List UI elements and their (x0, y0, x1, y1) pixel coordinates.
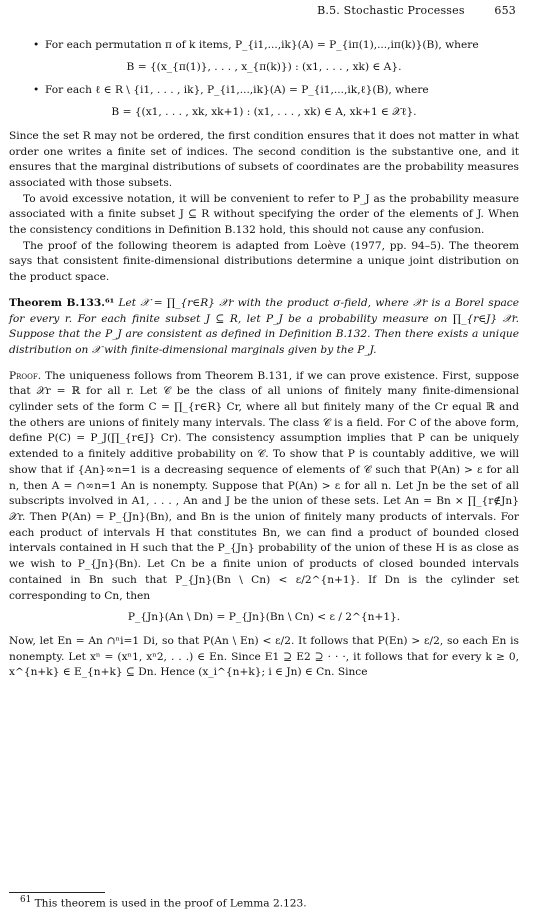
page-number: 653 (494, 4, 516, 17)
bullet-2 (9, 83, 519, 99)
running-header (0, 4, 516, 17)
proof-text-2: Now, let En = An ∩ⁿi=1 Di, so that P(An \ En) < ε/2. It follows that P(En) > ε/2, so each En is nonempty. Let xⁿ = (xⁿ1, xⁿ2, . . .) ∈ En. Since E1 ⊇ E2 ⊇ · · ·, it follows that for every k ≥ 0, x^{n+k} ∈ E_{n+k} ⊆ Dn. Hence (x_i^{n+k}; i ∈ Jn) ∈ Cn. Since (9, 634, 519, 679)
bullet-1-display-equation: B = {(x_{π(1)}, . . . , x_{π(k)}) : (x1, . . . , xk) ∈ A}. (126, 60, 402, 73)
proof-block (9, 369, 519, 605)
section-title: B.5. Stochastic Processes (317, 4, 465, 17)
page-body (9, 38, 519, 681)
bullet-1 (9, 38, 519, 54)
bullet-icon: • (33, 39, 40, 51)
paragraph-3: The proof of the following theorem is adapted from Loève (1977, pp. 94–5). The theorem says that consistent finite-dimensional distributions determine a unique joint distribution on the product space. (9, 239, 519, 284)
footnote-marker: 61 (20, 895, 32, 905)
footnote-text: This theorem is used in the proof of Lemma 2.123. (34, 897, 307, 910)
proof-text-1: The uniqueness follows from Theorem B.131, if we can prove existence. First, suppose that 𝒳r = ℝ for all r. Let 𝒞 be the class of all unions of finitely many finite-dimensional cylinder sets of the form C = ∏_{r∈R} Cr, where all but finitely many of the Cr equal ℝ and the others are unions of finitely many intervals. The class 𝒞 is a field. For C of the above form, define P(C) = P_J(∏_{r∈J} Cr). The consistency assumption implies that P can be uniquely extended to a finitely additive probability on 𝒞. To show that P is countably additive, we will show that if {An}∞n=1 is a decreasing sequence of elements of 𝒞 such that P(An) > ε for all n, then A = ∩∞n=1 An is nonempty. Suppose that P(An) > ε for all n. Let Jn be the set of all subscripts involved in A1, . . . , An and J be the union of these sets. Let An = Bn × ∏_{r∉Jn} 𝒳r. Then P(An) = P_{Jn}(Bn), and Bn is the union of finitely many products of intervals. For each product of intervals H that constitutes Bn, we can find a product of bounded closed intervals contained in H such that the P_{Jn} probability of the union of these H is as close as we wish to P_{Jn}(Bn). Let Cn be a finite union of products of closed bounded intervals contained in Bn such that P_{Jn}(Bn \ Cn) < ε/2^{n+1}. If Dn is the cylinder set corresponding to Cn, then (9, 369, 519, 602)
theorem-statement: Let 𝒳 = ∏_{r∈R} 𝒳r with the product σ-field, where 𝒳r is a Borel space for every r. For each finite subset J ⊆ R, let P_J be a probability measure on ∏_{r∈J} 𝒳r. Suppose that the P_J are consistent as defined in Definition B.132. Then there exists a unique distribution on 𝒳 with finite-dimensional marginals given by the P_J. (9, 296, 519, 356)
paragraph-1: Since the set R may not be ordered, the first condition ensures that it does not matter in what order one writes a finite set of indices. The second condition is the substantive one, and it ensures that the marginal distributions of subsets of coordinates are the probability measures associated with those subsets. (9, 129, 519, 189)
footnote-rule (9, 892, 105, 893)
footnote (20, 895, 307, 910)
theorem-block (9, 296, 519, 359)
theorem-heading: Theorem B.133.⁶¹ (9, 296, 115, 309)
bullet-2-text: For each ℓ ∈ R \ {i1, . . . , ik}, P_{i1,...,ik}(A) = P_{i1,...,ik,ℓ}(B), where (45, 84, 429, 97)
proof-heading: Proof. (9, 369, 42, 382)
paragraph-2: To avoid excessive notation, it will be convenient to refer to P_J as the probability measure associated with a finite subset J ⊆ R without specifying the order of the elements of J. When the consistency conditions in Definition B.132 hold, this should not cause any confusion. (9, 192, 519, 237)
bullet-icon: • (33, 84, 40, 97)
bullet-1-text: For each permutation π of k items, P_{i1,...,ik}(A) = P_{iπ(1),...,iπ(k)}(B), where (45, 39, 479, 51)
bullet-2-display-equation: B = {(x1, . . . , xk, xk+1) : (x1, . . . , xk) ∈ A, xk+1 ∈ 𝒳ℓ}. (111, 106, 417, 119)
proof-display-equation: P_{Jn}(An \ Dn) = P_{Jn}(Bn \ Cn) < ε / 2^{n+1}. (127, 611, 401, 624)
